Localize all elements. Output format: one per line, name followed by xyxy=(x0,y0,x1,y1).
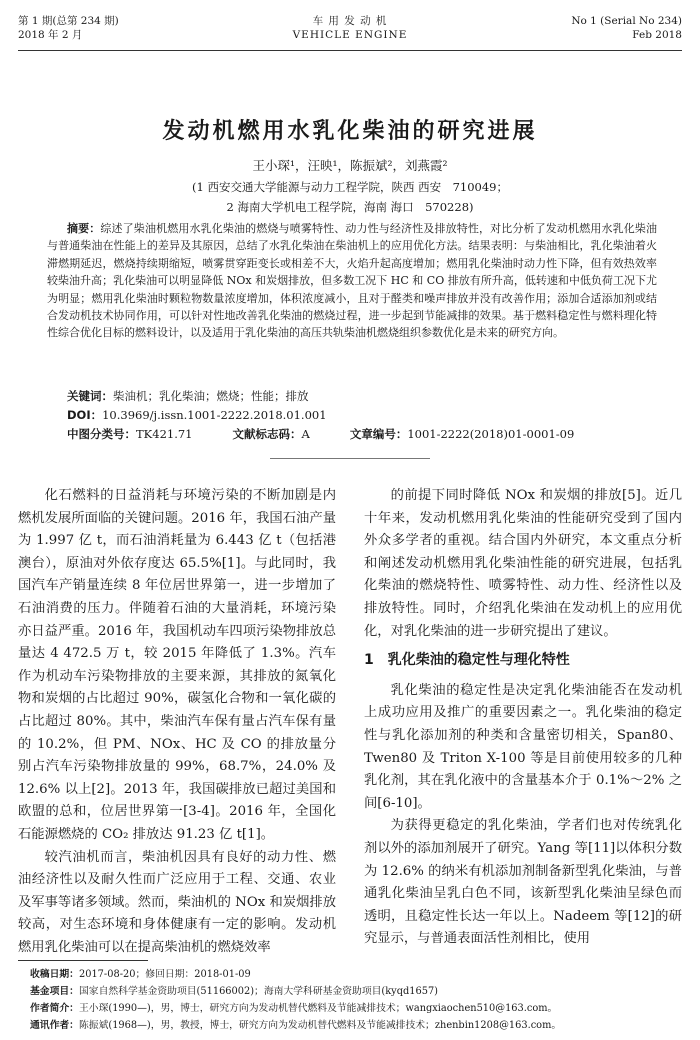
section-heading: 1 乳化柴油的稳定性与理化特性 xyxy=(364,652,570,669)
doc-code-value: A xyxy=(301,427,310,441)
body-paragraph: 较汽油机而言，柴油机因具有良好的动力性、燃油经济性以及耐久性而广泛应用于工程、交通、农业及军事等诸多领域。然而，柴油机的 NOx 和炭烟排放较高，对生态环境和身体健康有一定的影响。发动机燃用乳化柴油可以在提高柴油机的燃烧效率 xyxy=(18,849,336,955)
corresponding-value: 陈振斌(1968—)，男，教授，博士，研究方向为发动机替代燃料及节能减排技术；zhenbin1208@163.com。 xyxy=(78,1020,562,1031)
abstract-divider xyxy=(270,458,430,459)
affiliation-1: (1 西安交通大学能源与动力工程学院，陕西 西安 710049； xyxy=(191,180,508,194)
serial-number: No 1 (Serial No 234) xyxy=(571,15,682,27)
body-paragraph: 化石燃料的日益消耗与环境污染的不断加剧是内燃机发展所面临的关键问题。2016 年，我国石油产量为 1.997 亿 t，而石油消耗量为 6.443 亿 t（包括港澳台），原油对外依存度达 65.5%[1]。与此同时，我国汽车产销量连续 8 年位居世界第一，进一步增加了石油消费的压力。伴随着石油的大量消耗，环境污染亦日益严重。2016 年，我国机动车四项污染物排放总量达 4 472.5 万 t，较 2015 年降低了 1.3%。汽车作为机动车污染物排放的主要来源，其排放的氮氧化物和炭烟的占比超过 90%，碳氢化合物和一氧化碳的占比超过 80%。其中，柴油汽车保有量占汽车保有量的 10.2%，但 PM、NOx、HC 及 CO 的排放量分别占汽车污染物排放量的 99%，68.7%，24.0% 及 12.6% 以上[2]。2013 年，我国碳排放已超过美国和欧盟的总和，位居世界第一[3-4]。2016 年，全国化石能源燃烧的 CO₂ 排放达 91.23 亿 t[1]。 xyxy=(18,488,336,842)
body-paragraph: 乳化柴油的稳定性是决定乳化柴油能否在发动机上成功应用及推广的重要因素之一。乳化柴油的稳定性与乳化添加剂的种类和含量密切相关，Span80、Twen80 及 Triton X-100 等是目前使用较多的几种乳化剂，其在乳化液中的含量基本介于 0.1%～2% 之间[6-10]。 xyxy=(364,682,682,811)
abstract xyxy=(47,220,657,342)
body-paragraph: 的前提下同时降低 NOx 和炭烟的排放[5]。近几十年来，发动机燃用乳化柴油的性能研究受到了国内外众多学者的重视。结合国内外研究，本文重点分析和阐述发动机燃用乳化柴油性能的研究进展，包括乳化柴油的燃烧特性、喷雾特性、动力性、经济性以及排放特性。同时，介绍乳化柴油在发动机上的应用优化，对乳化柴油的进一步研究提出了建议。 xyxy=(364,488,682,639)
keywords-text: 柴油机；乳化柴油；燃烧；性能；排放 xyxy=(113,389,309,403)
journal-name-en: VEHICLE ENGINE xyxy=(292,29,408,41)
footnote-divider xyxy=(18,960,148,961)
body-column-left xyxy=(18,485,336,959)
affiliation-2: 2 海南大学机电工程学院，海南 海口 570228) xyxy=(226,200,474,214)
footnote-corresponding xyxy=(30,1019,670,1033)
body-column-right xyxy=(364,485,682,951)
doi-label: DOI： xyxy=(67,408,103,422)
keywords-label: 关键词： xyxy=(67,389,113,403)
abstract-text: 综述了柴油机燃用水乳化柴油的燃烧与喷雾特性、动力性与经济性及排放特性，对比分析了发动机燃用水乳化柴油与普通柴油在性能上的差异及其原因，总结了水乳化柴油在柴油机上的应用优化方法。结果表明：与柴油相比，乳化柴油着火滞燃期延迟，燃烧持续期缩短，喷雾贯穿距变长或相差不大，火焰升起高度增加；燃用乳化柴油时动力性下降，但有效热效率较柴油升高；乳化柴油可以明显降低 NOx 和炭烟排放，但多数工况下 HC 和 CO 排放有所升高，低转速和中低负荷工况下尤为明显；燃用乳化柴油时颗粒物数量浓度增加，体积浓度减小，且对于醛类和噪声排放并没有改善作用；添加合适添加剂或结合发动机技术协同作用，可以针对性地改善乳化柴油的燃烧过程，进一步起到节能减排的效果。基于燃料稳定性与燃料理化特性综合优化目标的燃料设计，以及适用于乳化柴油的高压共轨柴油机燃烧组织参数优化是未来的研究方向。 xyxy=(47,222,657,340)
fund-value: 国家自然科学基金资助项目(51166002)；海南大学科研基金资助项目(kyqd1657) xyxy=(78,986,439,997)
issue-date: 2018 年 2 月 xyxy=(18,29,83,41)
journal-name-cn: 车 用 发 动 机 xyxy=(312,15,388,27)
doc-code-label: 文献标志码： xyxy=(232,427,302,441)
doi xyxy=(67,407,327,423)
clc-label: 中图分类号： xyxy=(67,427,136,441)
fund-label: 基金项目： xyxy=(30,986,79,997)
serial-date: Feb 2018 xyxy=(632,29,682,41)
clc-value: TK421.71 xyxy=(136,427,193,441)
classification xyxy=(67,426,574,442)
keywords xyxy=(67,388,309,404)
header-divider xyxy=(18,50,682,51)
paper-title: 发动机燃用水乳化柴油的研究进展 xyxy=(162,119,538,144)
corresponding-label: 通讯作者： xyxy=(30,1020,79,1031)
doi-text: 10.3969/j.issn.1001-2222.2018.01.001 xyxy=(102,408,327,422)
footnote-fund xyxy=(30,985,670,999)
article-number-label: 文章编号： xyxy=(349,427,408,441)
running-header-serial xyxy=(571,14,682,42)
abstract-label: 摘要： xyxy=(67,222,101,235)
received-label: 收稿日期： xyxy=(30,969,79,980)
author-bio-label: 作者简介： xyxy=(30,1003,79,1014)
footnote-received xyxy=(30,968,670,982)
body-paragraph: 为获得更稳定的乳化柴油，学者们也对传统乳化剂以外的添加剂展开了研究。Yang 等[11]以体积分数为 12.6% 的纳米有机添加剂制备新型乳化柴油，与普通乳化柴油呈乳白色不同，该新型乳化柴油呈绿色而透明，且稳定性长达一年以上。Nadeem 等[12]的研究显示，与普通表面活性剂相比，使用 xyxy=(364,818,682,947)
footnote-author xyxy=(30,1002,670,1016)
issue-number: 第 1 期(总第 234 期) xyxy=(18,15,119,27)
author-bio-value: 王小琛(1990—)，男，博士，研究方向为发动机替代燃料及节能减排技术；wangxiaochen510@163.com。 xyxy=(78,1003,558,1014)
article-number-value: 1001-2222(2018)01-0001-09 xyxy=(407,427,575,441)
author-list: 王小琛¹，汪映¹，陈振斌²，刘燕霞² xyxy=(252,158,448,173)
received-value: 2017-08-20；修回日期：2018-01-09 xyxy=(78,969,251,980)
